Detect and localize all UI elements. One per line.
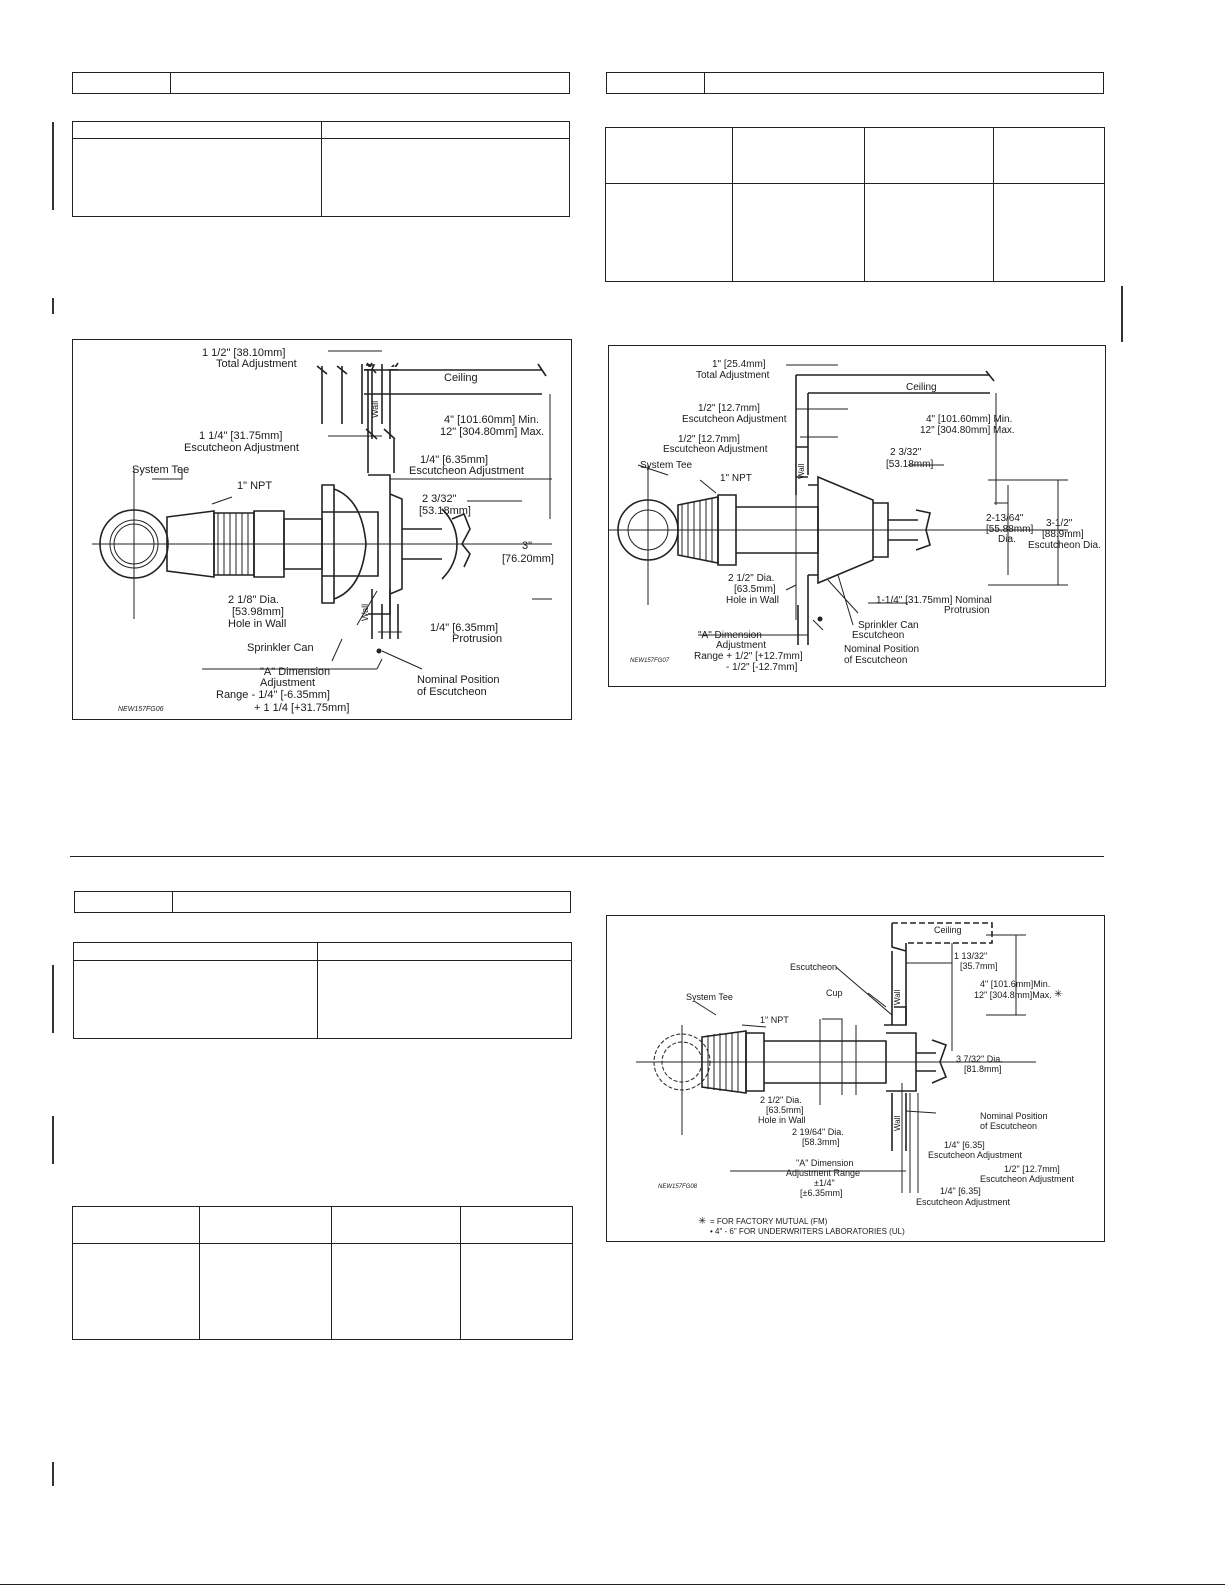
fig1-esc-adj1: 1 1/4" [31.75mm] bbox=[199, 430, 283, 442]
fig1-npt: 1" NPT bbox=[237, 480, 273, 492]
table-col-divider bbox=[864, 127, 865, 282]
fig2-prot2: Protrusion bbox=[944, 605, 990, 616]
table-col-divider bbox=[460, 1206, 461, 1340]
fig3-hole3: Hole in Wall bbox=[758, 1115, 806, 1125]
fig2-prot: 1-1/4" [31.75mm] Nominal bbox=[876, 595, 992, 606]
fig1-esc-adj2: 1/4" [6.35mm] bbox=[420, 454, 489, 466]
fig1-hole1: 2 1/8" Dia. bbox=[228, 594, 279, 606]
fig2-d2b: [55.88mm] bbox=[986, 524, 1034, 535]
fig1-dim1b: [53.18mm] bbox=[419, 505, 471, 517]
change-bar bbox=[52, 1116, 54, 1164]
fig1-dim2b: [76.20mm] bbox=[502, 553, 554, 565]
fig2-code: NEW157FG07 bbox=[630, 658, 670, 664]
fig3-a3: ±1/4" bbox=[814, 1178, 835, 1188]
change-bar bbox=[52, 298, 54, 314]
fig1-max: 12" [304.80mm] Max. bbox=[440, 426, 545, 438]
fig2-npt: 1" NPT bbox=[720, 473, 752, 484]
fig3-ea3b: Escutcheon Adjustment bbox=[916, 1197, 1011, 1207]
fig1-system-tee: System Tee bbox=[132, 464, 190, 476]
fig1-nom1: Nominal Position bbox=[417, 674, 500, 686]
table-bottom-left bbox=[73, 942, 572, 1039]
fig2-d2: 2-13/64" bbox=[986, 513, 1024, 524]
header-divider bbox=[172, 891, 173, 913]
fig3-cup: Cup bbox=[826, 988, 843, 998]
header-divider bbox=[170, 72, 171, 94]
fig1-min: 4" [101.60mm] Min. bbox=[444, 414, 539, 426]
section-divider bbox=[70, 856, 1104, 857]
fig2-a4: - 1/2" [-12.7mm] bbox=[726, 662, 798, 673]
table-col-divider bbox=[321, 121, 322, 217]
fig1-nom2: of Escutcheon bbox=[417, 686, 487, 698]
fig3-wall-top: Wall bbox=[893, 989, 902, 1005]
table-header-rule bbox=[72, 1243, 573, 1244]
fig1-prot2: Protrusion bbox=[452, 633, 503, 645]
fig2-esc2: 1/2" [12.7mm] bbox=[678, 434, 740, 445]
fig1-dim1: 2 3/32" bbox=[422, 493, 457, 505]
fig1-a3: Range - 1/4" [-6.35mm] bbox=[216, 689, 330, 701]
table-col-divider bbox=[993, 127, 994, 282]
fig3-ea1b: Escutcheon Adjustment bbox=[928, 1150, 1023, 1160]
fig2-wall: Wall bbox=[797, 463, 806, 479]
fig3-ceiling: Ceiling bbox=[934, 925, 962, 935]
fig2-esc1: 1/2" [12.7mm] bbox=[698, 403, 760, 414]
fig3-star: ✳ bbox=[1054, 989, 1063, 1000]
fig2-a3: Range + 1/2" [+12.7mm] bbox=[694, 651, 803, 662]
fig2-nom1: Nominal Position bbox=[844, 644, 920, 655]
fig3-nom2: of Escutcheon bbox=[980, 1121, 1038, 1131]
change-bar bbox=[52, 122, 54, 210]
header-box-top-left bbox=[72, 72, 570, 94]
fig2-ceiling: Ceiling bbox=[906, 382, 937, 393]
fig1-hole3: Hole in Wall bbox=[228, 618, 287, 630]
fig2-system-tee: System Tee bbox=[640, 460, 693, 471]
fig3-nom1: Nominal Position bbox=[980, 1111, 1048, 1121]
fig3-max: 12" [304.8mm]Max. bbox=[974, 990, 1052, 1000]
fig1-dim2: 3" bbox=[522, 540, 533, 552]
fig1-hole2: [53.98mm] bbox=[232, 606, 284, 618]
fig2-hole2: [63.5mm] bbox=[734, 584, 776, 595]
fig3-code: NEW157FG08 bbox=[658, 1184, 698, 1190]
fig3-hole1: 2 1/2" Dia. bbox=[760, 1095, 802, 1105]
table-bottom-left-2 bbox=[72, 1206, 573, 1340]
fig1-total-adj: 1 1/2" [38.10mm] bbox=[202, 347, 286, 359]
fig1-esc-adj1b: Escutcheon Adjustment bbox=[184, 442, 299, 454]
fig2-a2: Adjustment bbox=[716, 640, 767, 651]
table-top-right bbox=[605, 127, 1105, 282]
fig3-note1: = FOR FACTORY MUTUAL (FM) bbox=[710, 1217, 828, 1226]
fig1-ceiling: Ceiling bbox=[444, 372, 478, 384]
fig1-a2: Adjustment bbox=[260, 677, 316, 689]
fig2-hole3: Hole in Wall bbox=[726, 595, 779, 606]
fig2-d2c: Dia. bbox=[998, 534, 1016, 545]
fig2-min: 4" [101.60mm] Min. bbox=[926, 414, 1013, 425]
fig2-esc2b: Escutcheon Adjustment bbox=[663, 444, 768, 455]
change-bar bbox=[1121, 286, 1123, 342]
fig3-cup1: 2 19/64" Dia. bbox=[792, 1127, 844, 1137]
fig1-wall-bottom: Wall bbox=[360, 603, 370, 621]
fig3-d1b: [35.7mm] bbox=[960, 961, 998, 971]
fig3-ea1: 1/4" [6.35] bbox=[944, 1140, 985, 1150]
table-header-rule bbox=[605, 183, 1105, 184]
change-bar bbox=[52, 1462, 54, 1486]
fig1-a4: + 1 1/4 [+31.75mm] bbox=[254, 702, 350, 714]
fig1-can: Sprinkler Can bbox=[247, 642, 314, 654]
fig2-hole1: 2 1/2" Dia. bbox=[728, 573, 775, 584]
fig3-cup2: [58.3mm] bbox=[802, 1137, 840, 1147]
fig2-max: 12" [304.80mm] Max. bbox=[920, 425, 1015, 436]
fig2-d3b: [88.9mm] bbox=[1042, 529, 1084, 540]
fig3-a2: Adjustment Range bbox=[786, 1168, 861, 1178]
fig1-esc-adj2b: Escutcheon Adjustment bbox=[409, 465, 524, 477]
fig2-a1: "A" Dimension bbox=[698, 630, 762, 641]
fig1-a1: "A" Dimension bbox=[260, 666, 331, 678]
fig3-npt: 1" NPT bbox=[760, 1015, 789, 1025]
fig2-esc1b: Escutcheon Adjustment bbox=[682, 414, 787, 425]
table-col-divider bbox=[199, 1206, 200, 1340]
fig3-a1: "A" Dimension bbox=[796, 1158, 854, 1168]
fig3-ea2b: Escutcheon Adjustment bbox=[980, 1174, 1075, 1184]
fig2-esc: Escutcheon bbox=[852, 630, 905, 641]
table-col-divider bbox=[331, 1206, 332, 1340]
fig3-a4: [±6.35mm] bbox=[800, 1188, 843, 1198]
fig3-d2: 3 7/32" Dia. bbox=[956, 1054, 1003, 1064]
fig2-d3: 3-1/2" bbox=[1046, 518, 1073, 529]
fig1-wall-top: Wall bbox=[370, 400, 380, 418]
figure-2-drawing bbox=[608, 345, 1106, 687]
table-col-divider bbox=[732, 127, 733, 282]
fig2-d3c: Escutcheon Dia. bbox=[1028, 540, 1101, 551]
fig3-wall-bottom: Wall bbox=[893, 1115, 902, 1131]
fig2-can: Sprinkler Can bbox=[858, 620, 919, 631]
header-box-bottom-left bbox=[74, 891, 571, 913]
header-divider bbox=[704, 72, 705, 94]
header-box-top-right bbox=[606, 72, 1104, 94]
fig2-nom2: of Escutcheon bbox=[844, 655, 908, 666]
fig2-total1: 1" [25.4mm] bbox=[712, 359, 766, 370]
fig2-total2: Total Adjustment bbox=[696, 370, 770, 381]
fig3-d1: 1 13/32" bbox=[954, 951, 988, 961]
fig3-ea2: 1/2" [12.7mm] bbox=[1004, 1164, 1060, 1174]
fig3-star-note: ✳ bbox=[698, 1216, 707, 1227]
fig3-hole2: [63.5mm] bbox=[766, 1105, 804, 1115]
fig3-d2b: [81.8mm] bbox=[964, 1064, 1002, 1074]
figure-1-drawing bbox=[72, 339, 572, 720]
fig3-system-tee: System Tee bbox=[686, 992, 733, 1002]
fig2-d1: 2 3/32" bbox=[890, 447, 922, 458]
fig2-d1b: [53.18mm] bbox=[886, 459, 934, 470]
fig1-prot1: 1/4" [6.35mm] bbox=[430, 622, 499, 634]
figure-3-drawing bbox=[606, 915, 1105, 1242]
fig3-note2: • 4" - 6" FOR UNDERWRITERS LABORATORIES (UL) bbox=[710, 1227, 905, 1236]
fig3-ea3: 1/4" [6.35] bbox=[940, 1186, 981, 1196]
table-col-divider bbox=[317, 942, 318, 1039]
fig1-code: NEW157FG06 bbox=[118, 706, 164, 713]
change-bar bbox=[52, 965, 54, 1033]
fig3-min: 4" [101.6mm]Min. bbox=[980, 979, 1051, 989]
fig3-escutcheon: Escutcheon bbox=[790, 962, 838, 972]
table-header-rule bbox=[73, 960, 572, 961]
fig1-total-adj2: Total Adjustment bbox=[216, 358, 297, 370]
